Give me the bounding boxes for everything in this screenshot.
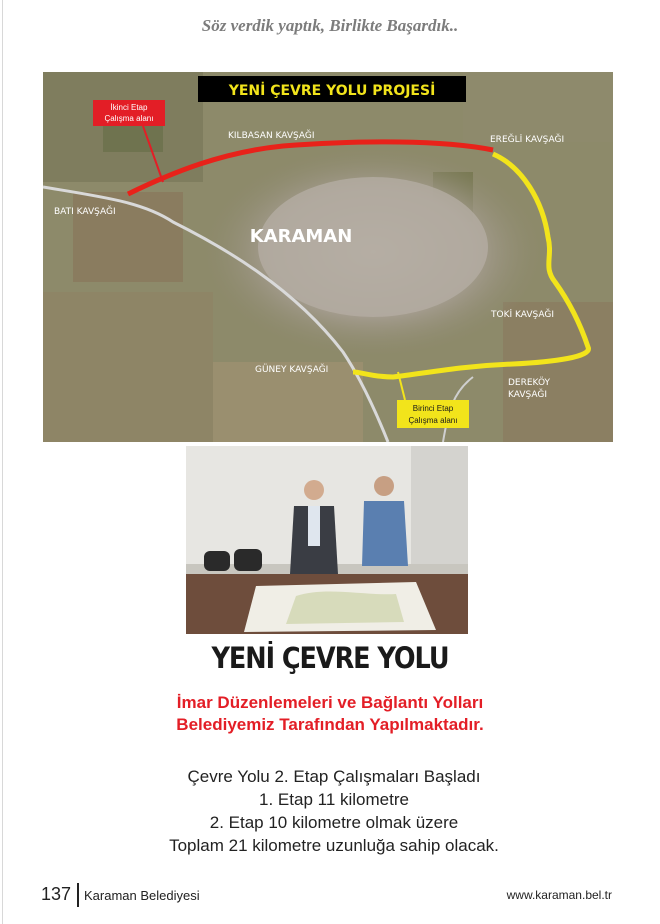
body-line: 1. Etap 11 kilometre — [259, 790, 409, 809]
junction-label-derekoy-line1: DEREKÖY — [508, 378, 551, 388]
map-title: YENİ ÇEVRE YOLU PROJESİ — [228, 83, 436, 99]
map-svg — [43, 72, 613, 442]
city-label: KARAMAN — [249, 226, 353, 247]
subheadline-line: Belediyemiz Tarafından Yapılmaktadır. — [176, 715, 484, 734]
junction-label-kilbasan: KILBASAN KAVŞAĞI — [228, 131, 315, 141]
subheadline-line: İmar Düzenlemeleri ve Bağlantı Yolları — [176, 693, 484, 712]
photo-chair — [204, 551, 230, 571]
photo-person-left-head — [304, 480, 324, 500]
footer-divider — [77, 883, 79, 907]
photo-person-left-shirt — [308, 506, 320, 546]
subheadline — [0, 692, 660, 736]
field-patch — [43, 292, 213, 442]
ring-road-map — [43, 72, 613, 442]
junction-label-derekoy-line2: KAVŞAĞI — [508, 390, 547, 400]
field-patch — [463, 72, 613, 142]
body-line: Toplam 21 kilometre uzunluğa sahip olacak. — [169, 836, 499, 855]
junction-label-guney: GÜNEY KAVŞAĞI — [255, 365, 329, 375]
photo-person-right-head — [374, 476, 394, 496]
callout-second-stage-line2: Çalışma alanı — [104, 114, 154, 123]
photo-svg — [186, 446, 468, 634]
body-text — [0, 765, 660, 857]
callout-first-stage-line2: Çalışma alanı — [408, 416, 458, 425]
photo-door — [411, 446, 468, 576]
urban-core — [258, 177, 488, 317]
junction-label-toki: TOKİ KAVŞAĞI — [491, 310, 554, 320]
callout-first-stage-line1: Birinci Etap — [412, 404, 454, 413]
photo-chair — [234, 549, 262, 571]
footer-org-name: Karaman Belediyesi — [84, 888, 200, 903]
body-line: 2. Etap 10 kilometre olmak üzere — [209, 813, 459, 832]
field-patch — [73, 192, 183, 282]
page-number: 137 — [41, 884, 72, 904]
callout-second-stage-line1: İkinci Etap — [110, 103, 148, 112]
page-headline: YENİ ÇEVRE YOLU — [211, 641, 449, 675]
junction-label-eregli: EREĞLİ KAVŞAĞI — [490, 135, 565, 145]
photo-plan-drawing — [286, 591, 404, 624]
slogan: Söz verdik yaptık, Birlikte Başardık.. — [201, 16, 459, 35]
officials-photo — [186, 446, 468, 634]
photo-person-right-shirt — [362, 501, 408, 566]
body-line: Çevre Yolu 2. Etap Çalışmaları Başladı — [187, 767, 481, 786]
junction-label-bati: BATI KAVŞAĞI — [54, 207, 116, 217]
footer-website-link[interactable]: www.karaman.bel.tr — [506, 888, 612, 902]
field-patch — [503, 302, 613, 442]
